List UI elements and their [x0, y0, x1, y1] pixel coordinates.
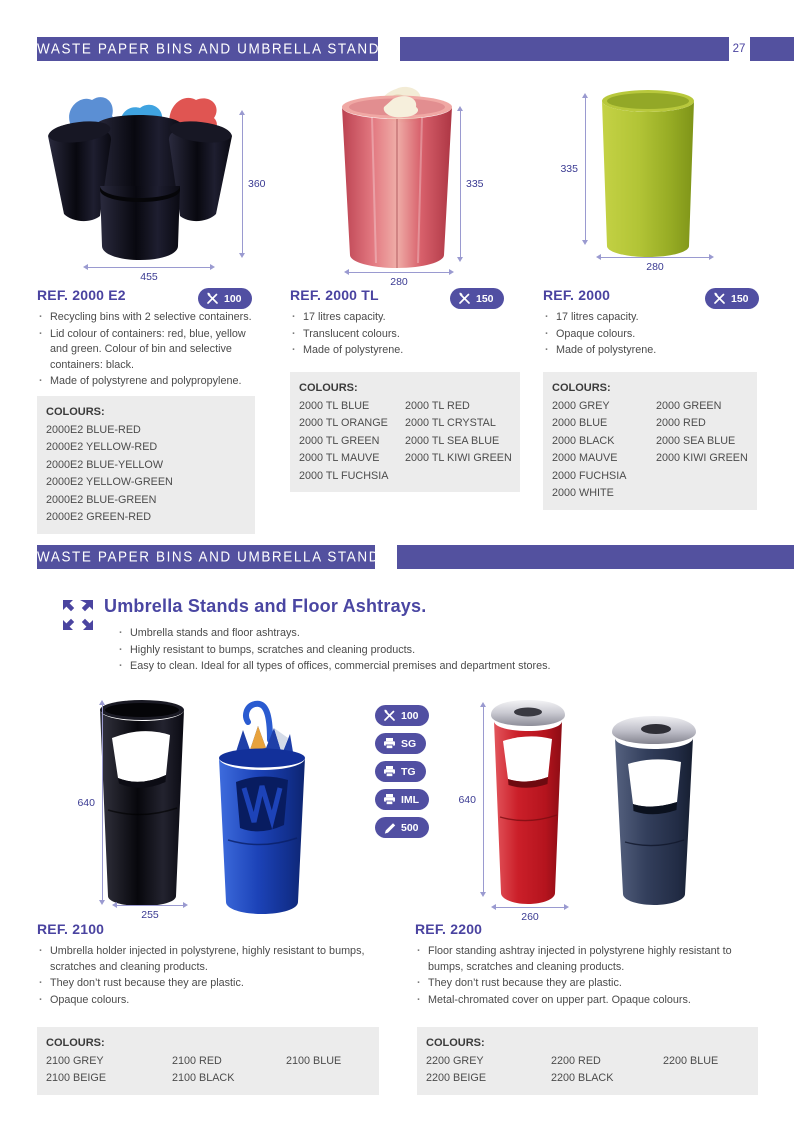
dimension-width-2000: 280 [596, 253, 714, 273]
product-image-2000e2-recycling-bin [42, 90, 238, 266]
expand-arrows-icon [60, 597, 96, 633]
colour-item: 2000 RED [656, 417, 706, 429]
colour-item: 2200 BEIGE [426, 1072, 487, 1084]
colour-item: 2200 BLACK [551, 1072, 614, 1084]
colours-list-col1 [46, 1053, 172, 1088]
colour-item: 2000 TL FUCHSIA [299, 469, 389, 482]
bullet: · Umbrella stands and floor ashtrays. [117, 626, 737, 642]
section-header-bar-2 [37, 545, 391, 569]
product-bullets-2000tl [290, 310, 515, 360]
colour-item: 2000 KIWI GREEN [656, 452, 748, 464]
colour-item: 2000 TL KIWI GREEN [405, 452, 512, 464]
colours-box-2100 [37, 1027, 379, 1095]
bullet: · Easy to clean. Ideal for all types of offices, commercial premises and department stores. [117, 659, 737, 675]
intro-bullets [117, 626, 737, 676]
badge-value: 500 [401, 821, 419, 834]
product-ref-2100: REF. 2100 [37, 921, 105, 937]
colours-list-col3 [663, 1053, 718, 1088]
bullet: · Umbrella holder injected in polystyrene, highly resistant to bumps, scratches and cleaning products. [37, 944, 393, 975]
quantity-badge-value: 100 [224, 292, 242, 305]
quantity-badge-2000 [705, 288, 759, 309]
colour-item: 2200 BLUE [663, 1054, 719, 1067]
colours-list-col2 [656, 398, 748, 503]
tools-icon [458, 292, 471, 305]
pen-icon [383, 821, 396, 834]
badge-print-tg [375, 761, 426, 782]
quantity-badge-value: 150 [476, 292, 494, 305]
badge-print-iml [375, 789, 429, 810]
colours-list-col1 [552, 398, 656, 503]
colour-item: 2100 RED [172, 1054, 222, 1067]
quantity-badge-2000e2 [198, 288, 252, 309]
colour-item: 2000E2 BLUE-GREEN [46, 493, 157, 506]
bullet: · Made of polystyrene and polypropylene. [37, 374, 262, 390]
dimension-width-2000e2: 455 [83, 263, 215, 283]
header-accent-bar-2 [397, 545, 794, 569]
colour-item: 2000 TL BLUE [299, 399, 370, 412]
colour-item: 2000 BLACK [552, 434, 615, 447]
product-bullets-2100 [37, 944, 393, 1009]
product-image-2000-opaque-bin [600, 88, 696, 262]
bullet: · 17 litres capacity. [543, 310, 758, 326]
dimension-height-2000e2: 360 [238, 110, 247, 258]
dimension-height-2200: 640 [479, 702, 488, 897]
intro-title: Umbrella Stands and Floor Ashtrays. [104, 596, 427, 616]
bullet: · Opaque colours. [37, 993, 393, 1009]
header-accent-bar [400, 37, 729, 61]
bullet: · Opaque colours. [543, 327, 758, 343]
tools-icon [713, 292, 726, 305]
product-image-2100-blue-stand-with-umbrella [210, 680, 315, 915]
quantity-badge-value: 150 [731, 292, 749, 305]
printer-icon [383, 737, 396, 750]
bullet: · They don’t rust because they are plastic. [415, 976, 763, 992]
colour-item: 2200 RED [551, 1054, 601, 1067]
product-image-2200-red-ashtray [486, 697, 570, 909]
bullet: · Floor standing ashtray injected in polystyrene highly resistant to bumps, scratches and cleaning products. [415, 944, 763, 975]
bullet: · Translucent colours. [290, 327, 515, 343]
product-image-2000tl-translucent-bin [338, 85, 456, 273]
tools-icon [206, 292, 219, 305]
bullet: · Recycling bins with 2 selective containers. [37, 310, 262, 326]
dimension-width-2100: 255 [112, 901, 188, 921]
section-header-title: WASTE PAPER BINS AND UMBRELLA STANDS [37, 40, 391, 57]
colour-item: 2100 BLACK [172, 1072, 235, 1084]
dimension-height-2100: 640 [98, 700, 107, 905]
colours-box-2000 [543, 372, 757, 510]
colours-list-col1 [299, 398, 405, 486]
bullet: · Made of polystyrene. [290, 343, 515, 359]
colours-list-col2 [405, 398, 512, 486]
colours-heading: COLOURS: [299, 382, 358, 394]
colours-box-2000tl [290, 372, 520, 492]
bullet: · Metal-chromated cover on upper part. Opaque colours. [415, 993, 763, 1009]
colours-heading: COLOURS: [552, 382, 611, 394]
colour-item: 2000 TL SEA BLUE [405, 434, 500, 447]
colours-box-2200 [417, 1027, 758, 1095]
bullet: · They don’t rust because they are plastic. [37, 976, 393, 992]
dimension-width-2200: 260 [491, 903, 569, 923]
product-image-2200-navy-ashtray [606, 712, 702, 910]
colour-item: 2000 TL MAUVE [299, 452, 380, 464]
colour-item: 2200 GREY [426, 1054, 484, 1067]
badge-min-quantity [375, 705, 429, 726]
colour-item: 2000 GREY [552, 399, 610, 412]
printer-icon [383, 793, 396, 806]
colour-item: 2000 TL CRYSTAL [405, 417, 496, 429]
colour-item: 2000 SEA BLUE [656, 434, 736, 447]
section-header-bar [37, 37, 391, 61]
product-bullets-2200 [415, 944, 763, 1009]
colour-item: 2000 TL ORANGE [299, 417, 388, 429]
product-ref-2000tl: REF. 2000 TL [290, 287, 379, 303]
product-bullets-2000 [543, 310, 758, 360]
colour-item: 2000 TL GREEN [299, 434, 380, 447]
colour-item: 2000 BLUE [552, 417, 608, 429]
quantity-badge-2000tl [450, 288, 504, 309]
product-ref-2000e2: REF. 2000 E2 [37, 287, 126, 303]
bullet: · Highly resistant to bumps, scratches and cleaning products. [117, 643, 737, 659]
product-image-2100-black-stand [96, 698, 188, 910]
colour-item: 2000E2 BLUE-YELLOW [46, 458, 164, 471]
colour-item: 2000E2 YELLOW-GREEN [46, 476, 173, 488]
product-ref-2200: REF. 2200 [415, 921, 483, 937]
badge-pen-500 [375, 817, 429, 838]
colour-item: 2000 FUCHSIA [552, 469, 627, 482]
colour-item: 2000E2 BLUE-RED [46, 423, 141, 436]
product-bullets-2000e2 [37, 310, 262, 391]
badge-value: TG [401, 765, 416, 778]
colours-list-col3 [286, 1053, 341, 1088]
page-number: 27 [732, 43, 746, 55]
colours-heading: COLOURS: [46, 1037, 105, 1049]
product-ref-2000: REF. 2000 [543, 287, 611, 303]
dimension-width-2000tl: 280 [344, 268, 454, 288]
bullet: · Lid colour of containers: red, blue, yellow and green. Colour of bin and selective containers: black. [37, 327, 262, 374]
colour-item: 2100 GREY [46, 1054, 104, 1067]
dimension-height-2000tl: 335 [456, 106, 465, 262]
badge-value: 100 [401, 709, 419, 722]
colours-heading: COLOURS: [46, 406, 105, 418]
colours-list-col2 [551, 1053, 663, 1088]
colour-item: 2000E2 GREEN-RED [46, 511, 152, 523]
printer-icon [383, 765, 396, 778]
tools-icon [383, 709, 396, 722]
badge-value: SG [401, 737, 417, 750]
colour-item: 2100 BLUE [286, 1054, 342, 1067]
colours-list [46, 422, 173, 527]
colour-item: 2100 BEIGE [46, 1072, 107, 1084]
colours-list-col2 [172, 1053, 286, 1088]
section-header-title-2: WASTE PAPER BINS AND UMBRELLA STANDS [37, 548, 391, 565]
badge-value: IML [401, 793, 420, 806]
bullet: · 17 litres capacity. [290, 310, 515, 326]
colours-box-2000e2 [37, 396, 255, 534]
colour-item: 2000E2 YELLOW-RED [46, 441, 158, 453]
colours-list-col1 [426, 1053, 551, 1088]
dimension-height-2000: 335 [581, 93, 590, 245]
colour-item: 2000 GREEN [656, 399, 722, 412]
badge-print-sg [375, 733, 426, 754]
header-edge-bar [750, 37, 794, 61]
colour-item: 2000 MAUVE [552, 452, 618, 464]
bullet: · Made of polystyrene. [543, 343, 758, 359]
colours-heading: COLOURS: [426, 1037, 485, 1049]
colour-item: 2000 WHITE [552, 487, 614, 499]
colour-item: 2000 TL RED [405, 399, 470, 412]
